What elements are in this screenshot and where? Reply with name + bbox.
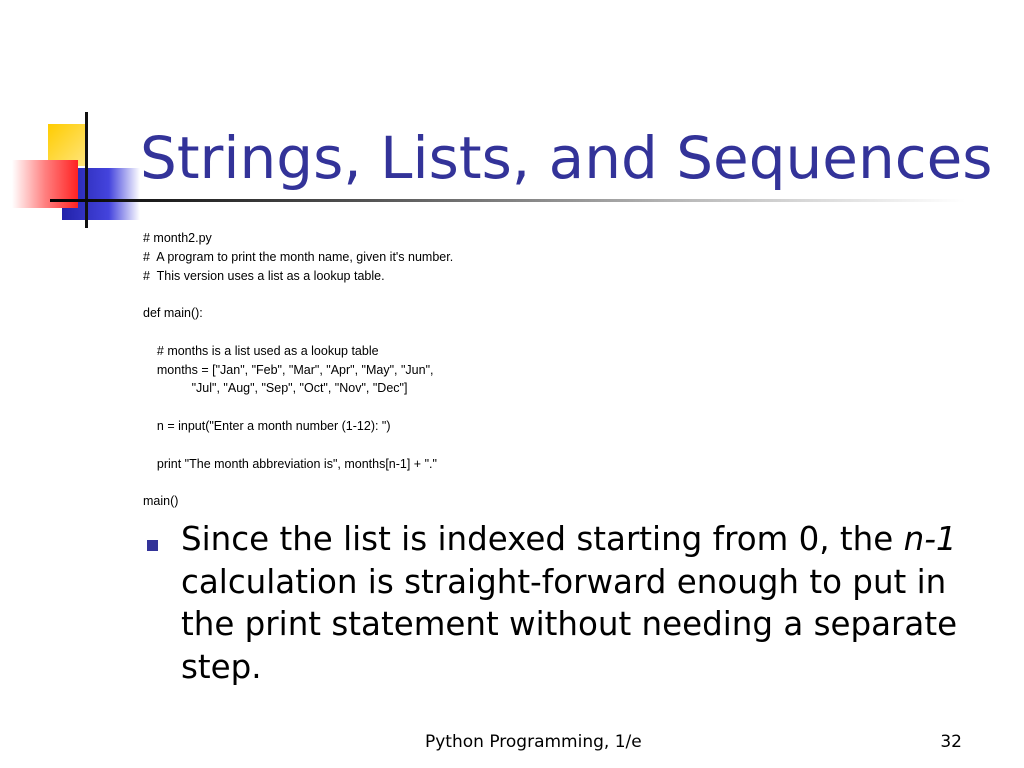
bullet-text-before: Since the list is indexed starting from 0, the: [181, 520, 904, 558]
code-line: [143, 473, 453, 492]
code-line: [143, 323, 453, 342]
code-line: [143, 436, 453, 455]
code-line: print "The month abbreviation is", months[n-1] + ".": [143, 456, 437, 471]
slide-number: 32: [940, 732, 962, 752]
code-line: # months is a list used as a lookup table: [143, 343, 379, 358]
bullet-square-icon: [147, 540, 158, 551]
code-line: # A program to print the month name, given it's number.: [143, 249, 454, 264]
decorative-logo: [0, 0, 150, 240]
code-line: # This version uses a list as a lookup table.: [143, 268, 385, 283]
code-line: # month2.py: [143, 231, 212, 245]
code-line: def main():: [143, 306, 203, 321]
bullet-text-italic: n-1: [903, 520, 957, 558]
code-line: n = input("Enter a month number (1-12): "): [143, 418, 391, 433]
logo-yellow-square: [48, 124, 88, 166]
code-line: [143, 398, 453, 417]
bullet-text: [181, 518, 979, 688]
code-line: "Jul", "Aug", "Sep", "Oct", "Nov", "Dec"]: [143, 381, 408, 396]
logo-vertical-line: [85, 112, 88, 228]
bullet-item: [144, 518, 979, 688]
slide-title: Strings, Lists, and Sequences: [140, 124, 993, 192]
code-line: main(): [143, 494, 179, 509]
code-listing: [143, 229, 453, 511]
bullet-text-after: calculation is straight-forward enough to put in the print statement without needing a separate step.: [181, 562, 958, 686]
footer-text: Python Programming, 1/e: [425, 732, 642, 752]
title-underline: [50, 199, 965, 202]
code-line: [143, 285, 453, 304]
code-line: months = ["Jan", "Feb", "Mar", "Apr", "May", "Jun",: [143, 362, 434, 377]
